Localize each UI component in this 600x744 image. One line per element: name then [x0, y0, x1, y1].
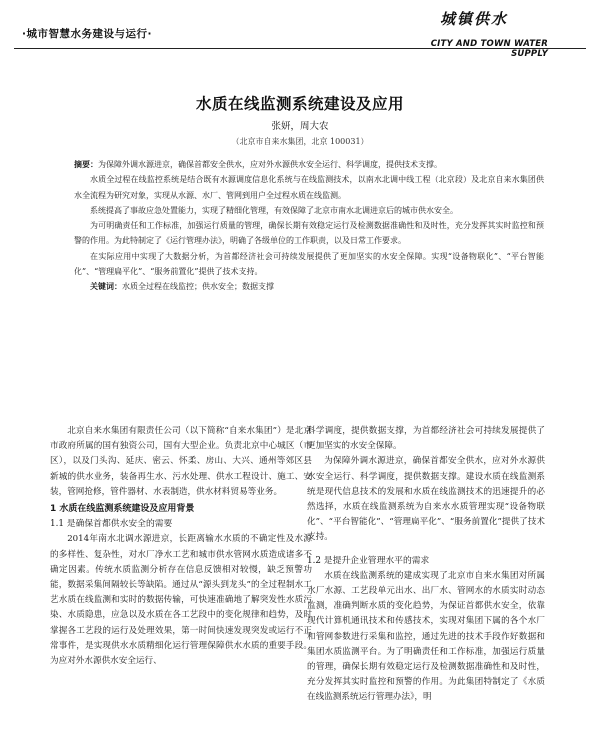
- subsection-heading: 1.2 是提升企业管理水平的需求: [307, 555, 430, 566]
- abstract-paragraph: 在实际应用中实现了大数据分析，为首都经济社会可持续发展提供了更加坚实的水安全保障。实现“设备物联化”、“平台智能化”、“管理扁平化”、“服务前置化”提供了技术支持。: [74, 251, 544, 277]
- journal-logo: [398, 8, 548, 59]
- journal-logo-chinese: 城镇供水: [439, 10, 508, 28]
- abstract-paragraph: 为可明确责任和工作标准，加强运行质量的管理，确保长期有效稳定运行及检测数据准确性和及时性，充分发挥其实时监控和预警的作用。为此特制定了《运行管理办法》，明确了各级单位的工作职责，以及日常工作要求。: [74, 221, 544, 246]
- article-authors: 张妍，周大农: [271, 121, 329, 132]
- article-title: 水质在线监测系统建设及应用: [195, 95, 404, 113]
- subsection-heading: 1.1 是确保首都供水安全的需要: [50, 519, 173, 530]
- journal-logo-english: CITY AND TOWN WATER SUPPLY: [430, 39, 548, 59]
- body-paragraph: 水质在线监测系统的建成实现了北京市自来水集团对所属水厂水源、工艺段单元出水、出厂水、管网水的水质实时动态监测，准确判断水质的变化趋势，为保证首都供水安全，依靠现代计算机通讯技术和传感技术，实现对集团下属的各个水厂和管网参数进行采集和监控，通过先进的技术手段作好数据和集团水质监测平台。为了明确责任和工作标准，加强运行质量的管理，确保长期有效稳定运行及检测数据准确性和及时性，充分发挥其实时监控和预警的作用。为此集团特制定了《水质在线监测系统运行管理办法》，明: [307, 570, 545, 703]
- body-paragraph: 北京自来水集团有限责任公司（以下简称“自来水集团”）是北京市政府所属的国有独资公司，国有大型企业。负责北京中心城区（市区），以及门头沟、延庆、密云、怀柔、房山、大兴、通州等郊区县新城的供水业务，装备再生水、污水处理、供水工程设计、施工、安装，管网抢修，管件器材、水表制造，供水材料贸易等业务。: [50, 426, 312, 497]
- abstract-paragraph: 水质全过程在线监控系统是结合既有水源调度信息化系统与在线监测技术，以南水北调中线工程（北京段）及北京自来水集团供水全流程为研究对象，实现从水源、水厂、管网到用户全过程水质在线监测。: [74, 175, 544, 200]
- keywords-line: [74, 279, 544, 294]
- body-paragraph: 科学调度，提供数据支撑，为首都经济社会可持续发展提供了更加坚实的水安全保障。: [307, 426, 545, 452]
- journal-column-title: ·城市智慧水务建设与运行·: [22, 28, 152, 40]
- body-paragraph: 为保障外调水源进京，确保首都安全供水，应对外水源供水安全运行、科学调度，提供数据支撑。建设水质在线监测系统是现代信息技术的发展和水质在线监测技术的迅速提升的必然选择，水质在线监测系统为自来水水质管理实现“设备物联化”、“平台智能化”、“管理扁平化”、“服务前置化”提供了技术支持。: [307, 456, 545, 543]
- keywords-label: 关键词：: [90, 281, 122, 292]
- abstract-label: 摘要：: [74, 159, 98, 169]
- abstract-paragraph: 摘要：为保障外调水源进京，确保首都安全供水，应对外水源供水安全运行、科学调度，提供技术支撑。: [74, 159, 442, 169]
- section-heading: 1 水质在线监测系统建设及应用背景: [50, 504, 195, 515]
- article-affiliation: （北京市自来水集团，北京 100031）: [231, 137, 369, 146]
- header-divider: [14, 48, 586, 49]
- body-column-right: [307, 424, 545, 706]
- abstract-block: [74, 157, 544, 295]
- abstract-paragraph: 系统提高了事故应急处置能力，实现了精细化管理，有效保障了北京市南水北调进京后的城市供水安全。: [90, 205, 458, 215]
- body-column-left: [50, 424, 312, 669]
- body-paragraph: 2014年南水北调水源进京，长距离输水水质的不确定性及水源的多样性、复杂性，对水厂净水工艺和城市供水管网水质造成诸多不确定因素。传统水质监测分析存在信息反馈相对较慢，缺乏预警功能，数据采集间隔较长等缺陷。通过从“源头到龙头”的全过程制水工艺水质在线监测和实时的数据传输，可快速准确地了解突发性水质污染、水质隐患，应急以及水质在各工艺段中的变化规律和趋势，及时掌握各工艺段的运行及处理效果，第一时间快速发现突发或运行不正常事件，是实现供水水质精细化运行管理保障供水水质的重要手段。为应对外水源供水安全运行、: [50, 534, 312, 667]
- keywords-text: 水质全过程在线监控；供水安全；数据支撑: [122, 282, 274, 292]
